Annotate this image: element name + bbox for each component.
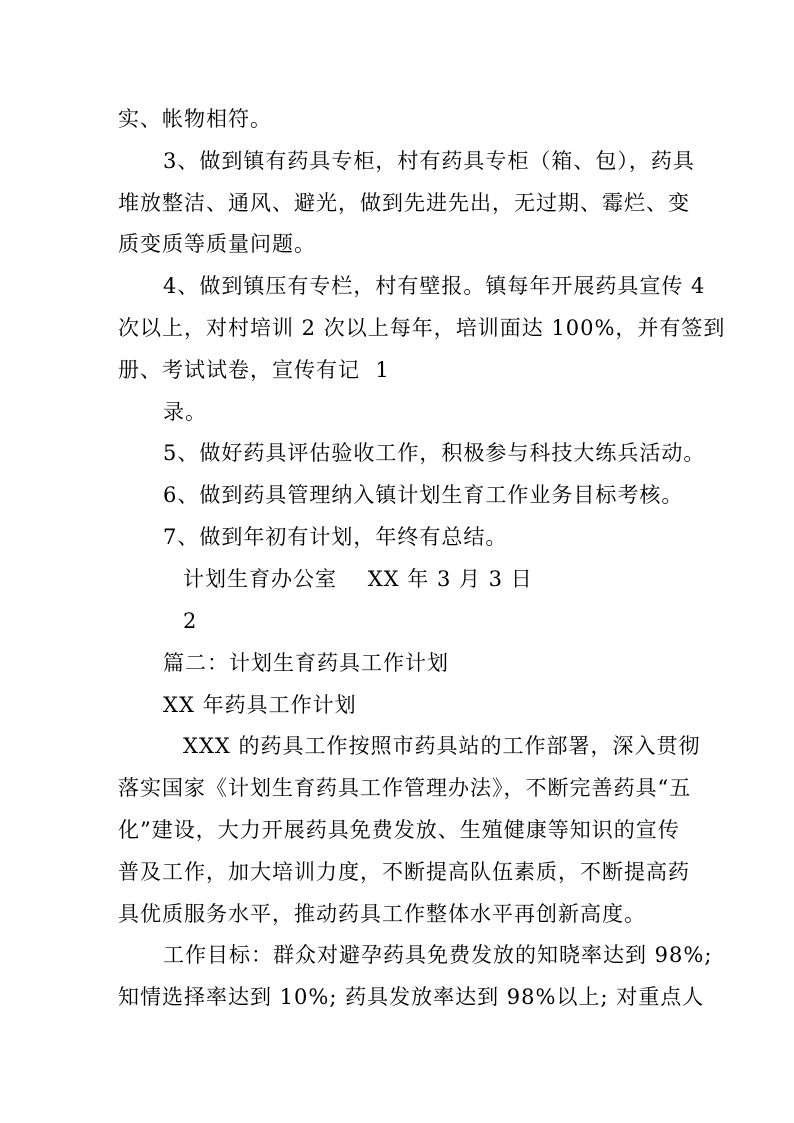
- text-line: 录。: [163, 400, 207, 424]
- text-line: 实、帐物相符。: [118, 107, 272, 131]
- text-line: 4、做到镇压有专栏，村有壁报。镇每年开展药具宣传 4: [163, 274, 706, 298]
- text-line: 6、做到药具管理纳入镇计划生育工作业务目标考核。: [163, 483, 684, 507]
- text-line: 具优质服务水平，推动药具工作整体水平再创新高度。: [118, 902, 646, 926]
- text-line: 3、做到镇有药具专柜，村有药具专柜（箱、包），药具: [163, 149, 695, 173]
- text-line: 册、考试试卷，宣传有记 1: [118, 358, 390, 382]
- text-line: 堆放整洁、通风、避光，做到先进先出，无过期、霉烂、变: [118, 191, 690, 215]
- text-line: 化”建设，大力开展药具免费发放、生殖健康等知识的宣传: [118, 818, 680, 842]
- text-line: 5、做好药具评估验收工作，积极参与科技大练兵活动。: [163, 441, 706, 465]
- text-line: 普及工作，加大培训力度，不断提高队伍素质，不断提高药: [118, 860, 690, 884]
- text-line: 落实国家《计划生育药具工作管理办法》，不断完善药具“五: [118, 776, 692, 800]
- text-line: 7、做到年初有计划，年终有总结。: [163, 525, 508, 549]
- text-line: 质变质等质量问题。: [118, 232, 316, 256]
- signature-line: 计划生育办公室 XX 年 3 月 3 日: [183, 567, 533, 591]
- text-line: XXX 的药具工作按照市药具站的工作部署，深入贯彻: [183, 734, 701, 758]
- section-heading: 篇二：计划生育药具工作计划: [163, 651, 449, 675]
- section-title: XX 年药具工作计划: [163, 693, 357, 717]
- text-line: 次以上，对村培训 2 次以上每年，培训面达 100%，并有签到: [118, 316, 726, 340]
- text-line: 知情选择率达到 10%; 药具发放率达到 98%以上; 对重点人: [118, 985, 705, 1009]
- page-number: 2: [183, 609, 198, 633]
- text-line: 工作目标：群众对避孕药具免费发放的知晓率达到 98%;: [163, 943, 713, 967]
